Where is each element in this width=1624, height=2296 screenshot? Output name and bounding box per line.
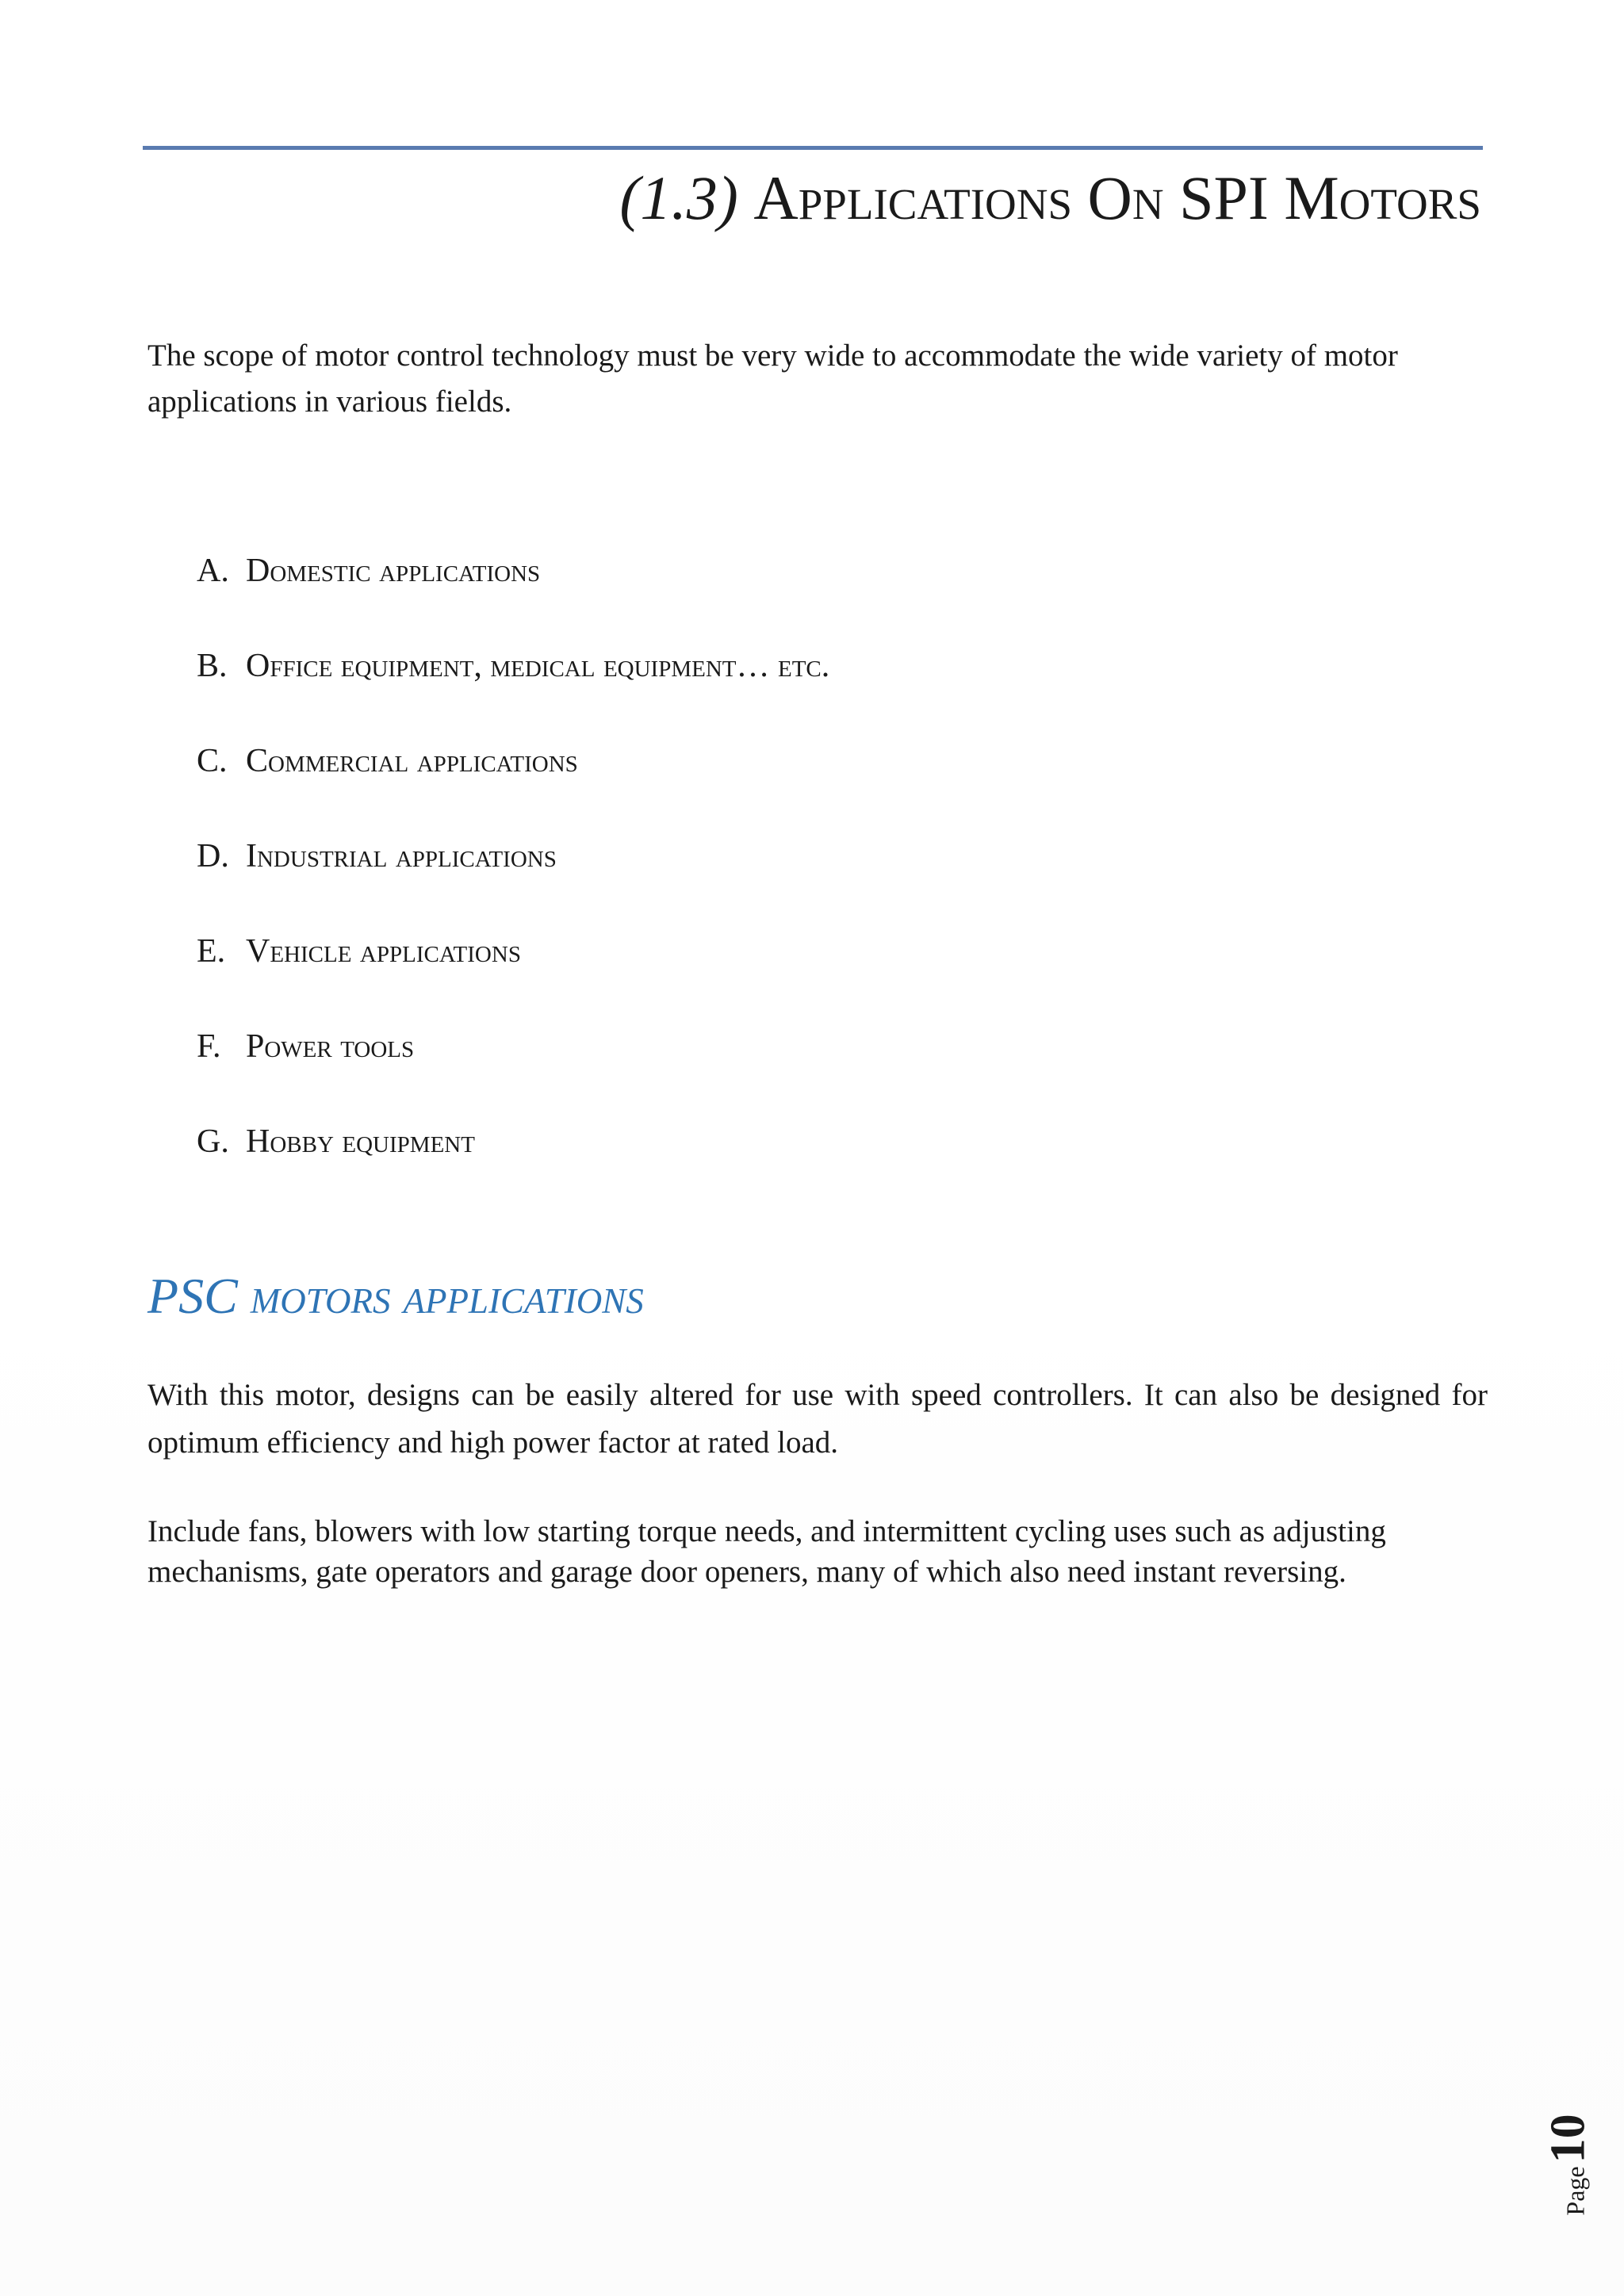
list-item-letter: A.	[197, 553, 229, 589]
section-paragraph-1: With this motor, designs can be easily altered for use with speed controllers. It can also be designed for optimum efficiency and high power factor at rated load.	[147, 1378, 1488, 1460]
page-number	[1537, 2113, 1600, 2216]
list-item	[197, 634, 829, 729]
list-item-label: Commercial applications	[246, 743, 578, 779]
list-item	[197, 920, 829, 1015]
chapter-title	[619, 159, 1481, 238]
list-item-letter: C.	[197, 743, 228, 779]
list-item	[197, 825, 829, 920]
intro-paragraph: The scope of motor control technology must be very wide to accommodate the wide variety of motor applications in various fields.	[147, 339, 1398, 419]
list-item	[197, 729, 829, 825]
list-item-letter: E.	[197, 933, 226, 970]
chapter-title-text: Applications On SPI Motors	[753, 163, 1481, 232]
header-rule	[143, 146, 1483, 150]
list-item-letter: F.	[197, 1028, 221, 1065]
section-heading	[147, 1261, 644, 1332]
section-heading-title: motors applications	[250, 1268, 644, 1324]
page-number-value: 10	[1541, 2113, 1595, 2163]
list-item-letter: B.	[197, 648, 228, 684]
list-item-letter: G.	[197, 1123, 229, 1160]
list-item-label: Vehicle applications	[246, 933, 521, 970]
chapter-number: (1.3)	[619, 163, 738, 232]
list-item	[197, 539, 829, 634]
list-item-label: Power tools	[246, 1028, 415, 1065]
section-heading-prefix: PSC	[147, 1268, 238, 1324]
list-item-label: Hobby equipment	[246, 1123, 475, 1160]
list-item	[197, 1110, 829, 1205]
applications-list	[197, 539, 829, 1205]
list-item-label: Industrial applications	[246, 838, 557, 874]
list-item-letter: D.	[197, 838, 229, 874]
list-item-label: Office equipment, medical equipment… etc.	[246, 648, 830, 684]
section-paragraph-2: Include fans, blowers with low starting torque needs, and intermittent cycling uses such as adjusting mechanisms, gate operators and garage door openers, many of which also need instant reversing.	[147, 1514, 1386, 1589]
page-number-label: Page	[1561, 2165, 1590, 2216]
list-item	[197, 1015, 829, 1110]
list-item-label: Domestic applications	[246, 553, 541, 589]
